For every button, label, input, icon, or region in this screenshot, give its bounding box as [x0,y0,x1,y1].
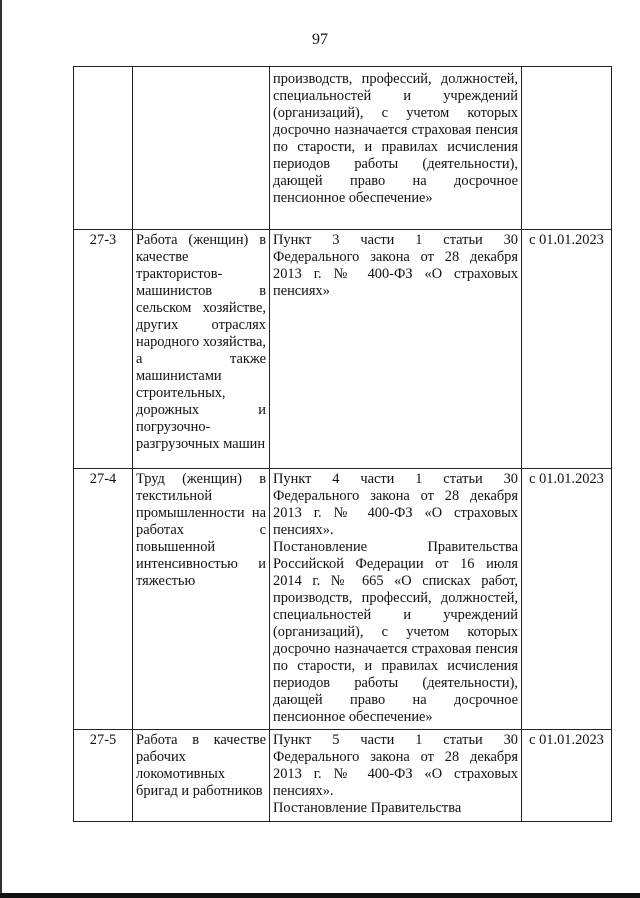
row-number [74,67,133,230]
effective-date: с 01.01.2023 [522,730,612,822]
scan-bottom-edge [0,893,640,898]
legal-basis-paragraph: Пункт 3 части 1 статьи 30 Федерального закона от 28 декабря 2013 г. № 400-ФЗ «О страховых пенсиях» [273,232,518,299]
effective-date: с 01.01.2023 [522,469,612,730]
page-number: 97 [312,31,328,48]
work-type: Труд (женщин) в текстильной промышленности на работах с повышенной интенсивностью и тяжестью [133,469,270,730]
row-number: 27-4 [74,469,133,730]
table-row [74,469,612,730]
legal-basis-paragraph: Пункт 5 части 1 статьи 30 Федерального закона от 28 декабря 2013 г. № 400-ФЗ «О страховых пенсиях». [273,732,518,799]
legal-basis [270,230,522,469]
work-type [133,67,270,230]
legal-basis [270,730,522,822]
legal-basis-paragraph: Постановление Правительства Российской Федерации от 16 июля 2014 г. № 665 «О списках работ, производств, профессий, должностей, специальностей и учреждений (организаций), с учетом которых досрочно назначается страховая пенсия по старости, и правилах исчисления периодов работы (деятельности), дающей право на досрочное пенсионное обеспечение» [273,539,518,725]
scan-left-edge [0,0,2,898]
work-type: Работа в качестве рабочих локомотивных бригад и работников [133,730,270,822]
effective-date: с 01.01.2023 [522,230,612,469]
legal-basis [270,469,522,730]
legal-basis-paragraph: Пункт 4 части 1 статьи 30 Федерального закона от 28 декабря 2013 г. № 400-ФЗ «О страховых пенсиях». [273,471,518,538]
legal-basis-paragraph: производств, профессий, должностей, специальностей и учреждений (организаций), с учетом которых досрочно назначается страховая пенсия по старости, и правилах исчисления периодов работы (деятельности), дающей право на досрочное пенсионное обеспечение» [273,71,518,206]
document-table [73,66,612,822]
table-row [74,730,612,822]
table-row [74,67,612,230]
effective-date [522,67,612,230]
row-number: 27-5 [74,730,133,822]
work-type: Работа (женщин) в качестве трактористов-машинистов в сельском хозяйстве, других отраслях народного хозяйства, а также машинистами строительных, дорожных и погрузочно-разгрузочных машин [133,230,270,469]
row-number: 27-3 [74,230,133,469]
legal-basis-paragraph: Постановление Правительства [273,800,462,816]
table-row [74,230,612,469]
legal-basis [270,67,522,230]
